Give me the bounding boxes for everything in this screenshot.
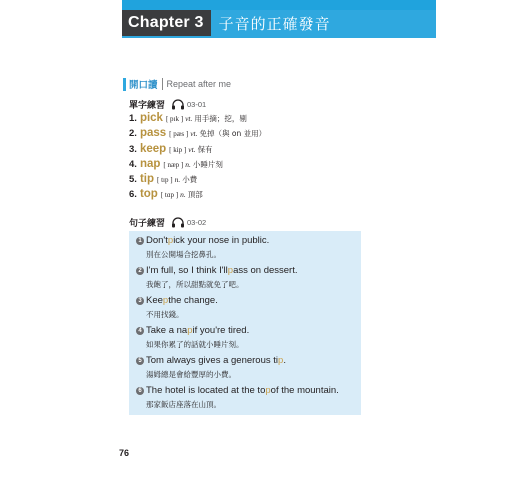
part-of-speech: n. bbox=[185, 159, 191, 169]
highlight-letter: p bbox=[167, 235, 174, 246]
vocab-word: keep bbox=[139, 142, 167, 155]
sentence-number: 1 bbox=[136, 237, 144, 245]
meaning: 免掉（與 on 並用） bbox=[199, 129, 267, 139]
sentence-text: I'm full, so I think I'll bbox=[146, 265, 228, 276]
sentence-english bbox=[136, 355, 286, 366]
section-title: 開口讀 bbox=[129, 80, 158, 91]
list-item bbox=[129, 158, 266, 173]
section-heading bbox=[123, 77, 231, 91]
highlight-letter: p bbox=[265, 385, 271, 396]
sentence-text: ick your nose in public. bbox=[173, 235, 270, 246]
vocab-word: nap bbox=[139, 157, 161, 170]
sentence-translation: 我飽了，所以甜點就免了吧。 bbox=[146, 280, 244, 289]
sentence-text: ass on dessert. bbox=[233, 265, 298, 276]
phonetic: [ tɑp ] bbox=[160, 191, 179, 200]
sentence-text: the change. bbox=[168, 295, 218, 306]
sentence-number: 3 bbox=[136, 297, 144, 305]
sentence-item bbox=[136, 385, 339, 410]
sentence-translation: 不用找錢。 bbox=[146, 310, 184, 319]
sentence-english bbox=[136, 235, 269, 246]
part-of-speech: n. bbox=[180, 190, 186, 200]
item-number: 4. bbox=[129, 158, 137, 170]
sentence-text: Don't bbox=[146, 235, 168, 246]
section-divider bbox=[162, 78, 163, 90]
list-item bbox=[129, 112, 266, 127]
part-of-speech: vt. bbox=[185, 114, 193, 123]
sentence-item bbox=[136, 235, 269, 260]
word-list bbox=[129, 112, 266, 204]
meaning: 頂部 bbox=[187, 190, 203, 200]
sentence-item bbox=[136, 295, 218, 320]
sentence-english bbox=[136, 265, 297, 276]
sentence-text: . bbox=[283, 355, 286, 366]
vocab-word: pick bbox=[139, 112, 163, 124]
part-of-speech: n. bbox=[174, 175, 181, 185]
sentence-english bbox=[136, 385, 339, 396]
sentence-number: 6 bbox=[136, 387, 144, 395]
sentence-text: Tom always gives a generous ti bbox=[146, 355, 279, 366]
section-subtitle: Repeat after me bbox=[166, 79, 232, 89]
part-of-speech: vt. bbox=[190, 129, 198, 139]
sentence-text: The hotel is located at the to bbox=[146, 385, 266, 396]
meaning: 小睡片刻 bbox=[192, 159, 223, 169]
meaning: 小費 bbox=[182, 175, 198, 185]
item-number: 1. bbox=[129, 113, 137, 124]
section-accent-bar bbox=[123, 78, 126, 91]
sentence-number: 5 bbox=[136, 357, 144, 365]
vocab-word: top bbox=[139, 188, 158, 201]
phonetic: [ tɪp ] bbox=[157, 176, 173, 185]
sentence-practice-title: 句子練習 bbox=[129, 218, 166, 229]
phonetic: [ næp ] bbox=[163, 160, 184, 169]
sentence-item bbox=[136, 325, 249, 350]
part-of-speech: vt. bbox=[188, 144, 196, 154]
phonetic: [ kip ] bbox=[169, 145, 187, 154]
headphones-icon[interactable] bbox=[171, 217, 185, 228]
highlight-letter: p bbox=[278, 355, 284, 366]
list-item bbox=[129, 173, 266, 188]
sentence-text: if you're tired. bbox=[192, 325, 250, 336]
vocab-word: tip bbox=[139, 173, 154, 186]
sentence-item bbox=[136, 265, 297, 290]
sentence-translation: 別在公開場合挖鼻孔。 bbox=[146, 250, 221, 259]
list-item bbox=[129, 127, 266, 142]
meaning: 保有 bbox=[197, 144, 213, 154]
chapter-title: 子音的正確發音 bbox=[218, 14, 331, 33]
item-number: 2. bbox=[129, 128, 137, 140]
list-item bbox=[129, 143, 266, 158]
sentence-translation: 如果你累了的話就小睡片刻。 bbox=[146, 340, 244, 349]
highlight-letter: p bbox=[187, 325, 193, 336]
sentence-english bbox=[136, 295, 218, 306]
sentence-box bbox=[129, 231, 361, 415]
vocab-word: pass bbox=[139, 127, 167, 140]
list-item bbox=[129, 188, 266, 203]
sentence-item bbox=[136, 355, 286, 380]
sentence-translation: 湯姆總是會給豐厚的小費。 bbox=[146, 370, 236, 379]
sentence-translation: 那家飯店座落在山頂。 bbox=[146, 400, 221, 409]
page-number: 76 bbox=[119, 448, 130, 458]
sentence-text: Kee bbox=[146, 295, 163, 306]
item-number: 5. bbox=[129, 174, 137, 186]
highlight-letter: p bbox=[162, 295, 169, 306]
word-practice-heading bbox=[129, 97, 206, 111]
sentence-practice-heading bbox=[129, 215, 206, 229]
chapter-header-bar bbox=[122, 0, 436, 38]
meaning: 用手摘；挖，剔 bbox=[194, 114, 247, 123]
item-number: 6. bbox=[129, 189, 137, 201]
sentence-number: 2 bbox=[136, 267, 144, 275]
phonetic: [ pɪk ] bbox=[165, 115, 184, 123]
sentence-text: Take a na bbox=[146, 325, 188, 336]
word-practice-title: 單字練習 bbox=[129, 100, 166, 111]
sentence-number: 4 bbox=[136, 327, 144, 335]
sentence-english bbox=[136, 325, 249, 336]
audio-track-number: 03-01 bbox=[187, 99, 207, 109]
highlight-letter: p bbox=[227, 265, 234, 276]
chapter-label: Chapter 3 bbox=[122, 10, 211, 36]
audio-track-number: 03-02 bbox=[187, 217, 207, 227]
phonetic: [ pæs ] bbox=[169, 130, 189, 139]
sentence-text: of the mountain. bbox=[270, 385, 339, 396]
item-number: 3. bbox=[129, 143, 137, 155]
headphones-icon[interactable] bbox=[171, 99, 185, 110]
